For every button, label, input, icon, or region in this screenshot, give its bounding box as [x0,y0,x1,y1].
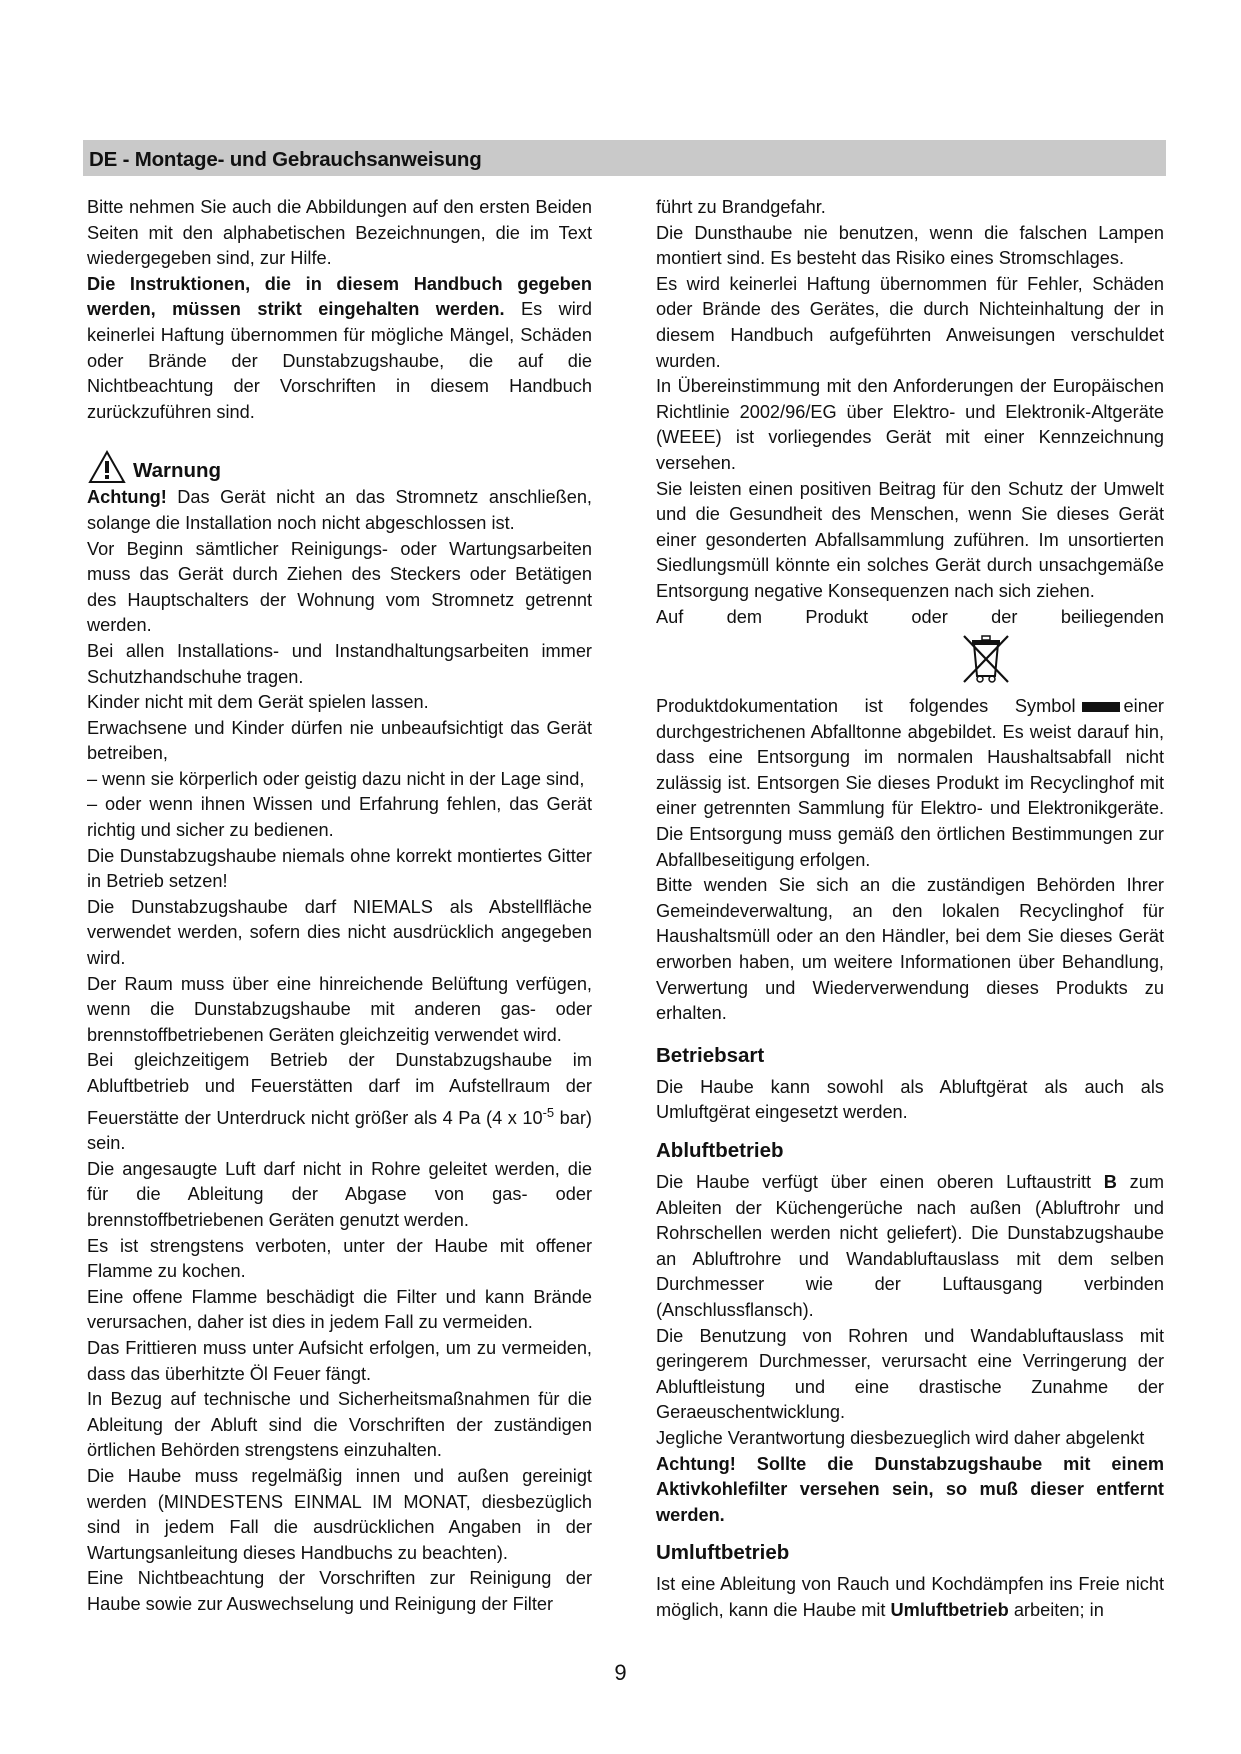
reinigung-paragraph: Vor Beginn sämtlicher Reinigungs- oder Wartungsarbeiten muss das Gerät durch Ziehen des Steckers oder Betätigen des Hauptschalters der Wohnung vom Stromnetz getrennt werden. [87,538,592,636]
beitrag-paragraph: Sie leisten einen positiven Beitrag für den Schutz der Umwelt und die Gesundheit des Menschen, wenn Sie dieses Gerät einer gesonderten Abfallsammlung zuführen. Im unsortierten Siedlungsmüll könnte ein solches Gerät durch unsachgemäße Entsorgung negative Konsequenzen nach sich ziehen. [656,478,1164,601]
umluft-text-c: arbeiten; in [1008,1599,1104,1620]
aktivkohle-paragraph [656,1452,1164,1529]
intro-paragraph: Bitte nehmen Sie auch die Abbildungen auf den ersten Beiden Seiten mit den alphabetischen Bezeichnungen, die im Text wiedergegeben sind, zur Hilfe. [87,197,592,269]
page-title: DE - Montage- und Gebrauchsanweisung [89,148,482,171]
abluft-paragraph [656,1170,1164,1324]
niemals-paragraph: Die Dunstabzugshaube darf NIEMALS als Abstellfläche verwendet werden, sofern dies nicht ausdrücklich angegeben wird. [87,896,592,969]
crossed-out-wheelie-bin-icon [956,630,1016,690]
left-column [87,195,592,1618]
symbol-paragraph [656,694,1164,873]
aktivkohle-bold: Achtung! Sollte die Dunstabzugshaube mit einem Aktivkohlefilter versehen sein, so muß dieser entfernt werden. [656,1453,1164,1525]
betriebsart-paragraph: Die Haube kann sowohl als Abluftgërat als auch als Umluftgërat eingesetzt werden. [656,1076,1164,1123]
instructions-bold: Die Instruktionen, die in diesem Handbuch gegeben werden, müssen strikt eingehalten werden. [87,273,592,320]
abluft-text-c: zum Ableiten der Küchengerüche nach außen (Abluftrohr und Rohrschellen werden nicht geliefert). Die Dunstabzugshaube an Abluftrohre und Wandabluftauslass mit dem selben Durchmesser wie der Luftausgang verbinden (Anschlussflansch). [656,1172,1164,1320]
luft-paragraph: Die angesaugte Luft darf nicht in Rohre geleitet werden, die für die Ableitung der Abgase von gas- oder brennstoffbetriebenen Geräten genutzt werden. [87,1158,592,1231]
warning-heading [87,445,592,485]
abluft-text-a: Die Haube verfügt über einen oberen Luftaustritt [656,1172,1104,1192]
regelmaessig-paragraph: Die Haube muss regelmäßig innen und außen gereinigt werden (MINDESTENS EINMAL IM MONAT, diesbezüglich sind in jedem Fall die ausdrücklichen Angaben in der Wartungsanleitung dieses Handbuchs zu beachten). [87,1465,592,1563]
offene-flamme-paragraph: Eine offene Flamme beschädigt die Filter und kann Brände verursachen, daher ist dies in jedem Fall zu vermeiden. [87,1286,592,1333]
section-header-bar [83,140,1166,176]
feuer-text-b: bar) sein. [87,1107,592,1154]
heading-umluftbetrieb: Umluftbetrieb [656,1541,790,1565]
frittieren-paragraph: Das Frittieren muss unter Aufsicht erfolgen, um zu vermeiden, dass das überhitzte Öl Feuer fängt. [87,1338,592,1384]
flamme-paragraph: Es ist strengstens verboten, unter der Haube mit offener Flamme zu kochen. [87,1235,592,1282]
benutzung-paragraph: Die Benutzung von Rohren und Wandabluftauslass mit geringerem Durchmesser, verursacht eine Verringerung der Abluftleistung und eine drastische Zunahme der Geraeuschentwicklung. [656,1325,1164,1423]
instructions-paragraph [87,272,592,426]
symbol-text-a: Produktdokumentation ist folgendes Symbol [656,696,1076,717]
heading-abluftbetrieb: Abluftbetrieb [656,1139,784,1162]
dash-item-1: – wenn sie körperlich oder geistig dazu nicht in der Lage sind, [87,768,585,789]
achtung-rest: Das Gerät nicht an das Stromnetz anschließen, solange die Installation noch nicht abgeschlossen ist. [87,487,592,533]
feuerstaette-paragraph [87,1048,592,1156]
umluft-bold: Umluftbetrieb [890,1599,1009,1620]
brand-paragraph: führt zu Brandgefahr. [656,197,826,217]
technisch-paragraph: In Bezug auf technische und Sicherheitsmaßnahmen für die Ableitung der Abluft sind die Vorschriften der zuständigen örtlichen Behörden strengstens einzuhalten. [87,1389,592,1461]
weee-paragraph: In Übereinstimmung mit den Anforderungen der Europäischen Richtlinie 2002/96/EG über Elektro- und Elektronik-Altgeräte (WEEE) ist vorliegendes Gerät mit einer Kennzeichnung versehen. [656,376,1164,473]
instructions-rest: Es wird keinerlei Haftung übernommen für mögliche Mängel, Schäden oder Brände der Dunstabzugshaube, die auf die Nichtbeachtung der Vorschriften in diesem Handbuch zurückzuführen sind. [87,299,592,422]
dash-item-2: – oder wenn ihnen Wissen und Erfahrung fehlen, das Gerät richtig und sicher zu bedienen. [87,794,592,841]
achtung-bold: Achtung! [87,487,167,508]
right-column [656,195,1164,1624]
produkt-paragraph: Auf dem Produkt oder der beiliegenden [656,606,1164,627]
abluft-letter-b: B [1103,1172,1117,1192]
feuer-exponent: -5 [542,1104,555,1120]
page-number: 9 [614,1660,627,1685]
black-bar-symbol-icon [1082,702,1120,712]
umluft-paragraph [656,1572,1164,1623]
raum-paragraph: Der Raum muss über eine hinreichende Belüftung verfügen, wenn die Dunstabzugshaube mit anderen gas- oder brennstoffbetriebenen Geräten gleichzeitig verwendet wird. [87,973,592,1045]
warning-title: Warnung [133,458,222,482]
feuer-text-a: Bei gleichzeitigem Betrieb der Dunstabzugshaube im Abluftbetrieb und Feuerstätten darf im Aufstellraum der Feuerstätte der Unterdruck nicht größer als 4 Pa (4 x 10 [87,1050,592,1128]
symbol-text-b: einer durchgestrichenen Abfalltonne abgebildet. Es weist darauf hin, dass eine Entsorgung im normalen Haushaltsabfall nicht zulässig ist. Entsorgen Sie dieses Produkt im Recyclinghof mit einer getrennten Sammlung für Elektro- und Elektronikgeräte. Die Entsorgung muss gemäß den örtlichen Bestimmungen zur Abfallbeseitigung erfolgen. [656,696,1164,870]
kinder-paragraph: Kinder nicht mit dem Gerät spielen lassen. [87,692,429,713]
nichtbeachtung-paragraph: Eine Nichtbeachtung der Vorschriften zur Reinigung der Haube sowie zur Auswechselung und Reinigung der Filter [87,1568,592,1614]
handschuhe-paragraph: Bei allen Installations- und Instandhaltungsarbeiten immer Schutzhandschuhe tragen. [87,640,592,687]
erwachsene-paragraph: Erwachsene und Kinder dürfen nie unbeaufsichtigt das Gerät betreiben, [87,717,592,764]
gitter-paragraph: Die Dunstabzugshaube niemals ohne korrekt montiertes Gitter in Betrieb setzen! [87,845,592,892]
lampen-paragraph: Die Dunsthaube nie benutzen, wenn die falschen Lampen montiert sind. Es besteht das Risiko eines Stromschlages. [656,222,1164,269]
behoerden-paragraph: Bitte wenden Sie sich an die zuständigen Behörden Ihrer Gemeindeverwaltung, an den lokalen Recyclinghof für Haushaltsmüll oder an den Händler, bei dem Sie dieses Gerät erworben haben, um weitere Informationen über Behandlung, Verwertung und Wiederverwendung dieses Produkts zu erhalten. [656,875,1164,1024]
heading-betriebsart: Betriebsart [656,1043,765,1067]
umluft-text-a: Ist eine Ableitung von Rauch und Kochdämpfen ins Freie nicht möglich, kann die Haube mit [656,1574,1164,1620]
warning-triangle-icon [87,449,127,485]
achtung-paragraph [87,485,592,536]
verantwortung-paragraph: Jegliche Verantwortung diesbezueglich wird daher abgelenkt [656,1427,1145,1448]
haftung-paragraph: Es wird keinerlei Haftung übernommen für Fehler, Schäden oder Brände des Gerätes, die durch Nichteinhaltung der in diesem Handbuch aufgeführten Anweisungen verschuldet wurden. [656,273,1164,371]
